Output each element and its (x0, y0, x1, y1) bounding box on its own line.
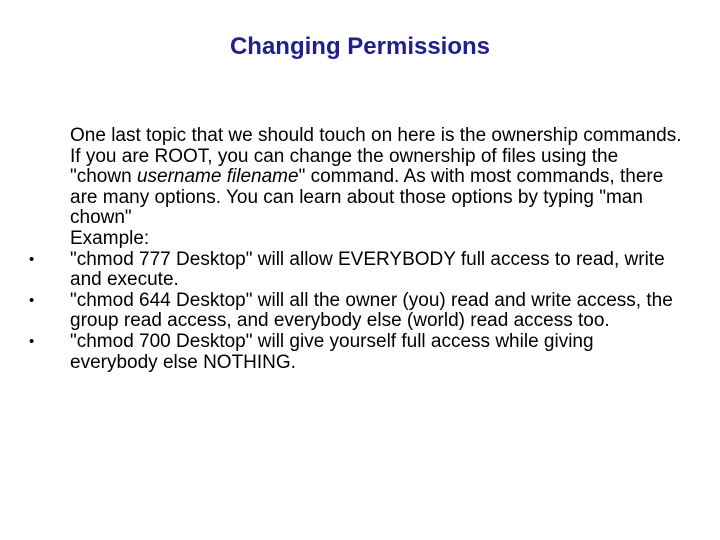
slide-body (29, 125, 682, 373)
bullet-icon: • (29, 291, 35, 309)
bullet-list (29, 248, 682, 374)
intro-italic-username: username (136, 166, 222, 188)
bullet-text: "chmod 700 Desktop" will give yourself full access while giving everybody else NOTHING. (70, 330, 594, 373)
bullet-item (29, 330, 682, 373)
slide-title: Changing Permissions (229, 33, 491, 60)
intro-text-1: One last topic that we should touch on here is the ownership commands. If you are ROOT, you can change the ownership of files using the "chown (70, 125, 682, 188)
bullet-item (29, 248, 682, 291)
intro-italic-filename: filename (226, 166, 299, 188)
example-label: Example: (70, 227, 150, 249)
bullet-icon: • (29, 332, 35, 350)
bullet-item (29, 289, 682, 332)
intro-paragraph (70, 126, 682, 229)
bullet-text: "chmod 644 Desktop" will all the owner (you) read and write access, the group read access, and everybody else (world) read access too. (70, 289, 673, 332)
intro-text-2: " command. As with most commands, there are many options. You can learn about those options by typing "man chown" (70, 166, 664, 229)
bullet-icon: • (29, 250, 35, 268)
bullet-text: "chmod 777 Desktop" will allow EVERYBODY full access to read, write and execute. (70, 248, 665, 291)
